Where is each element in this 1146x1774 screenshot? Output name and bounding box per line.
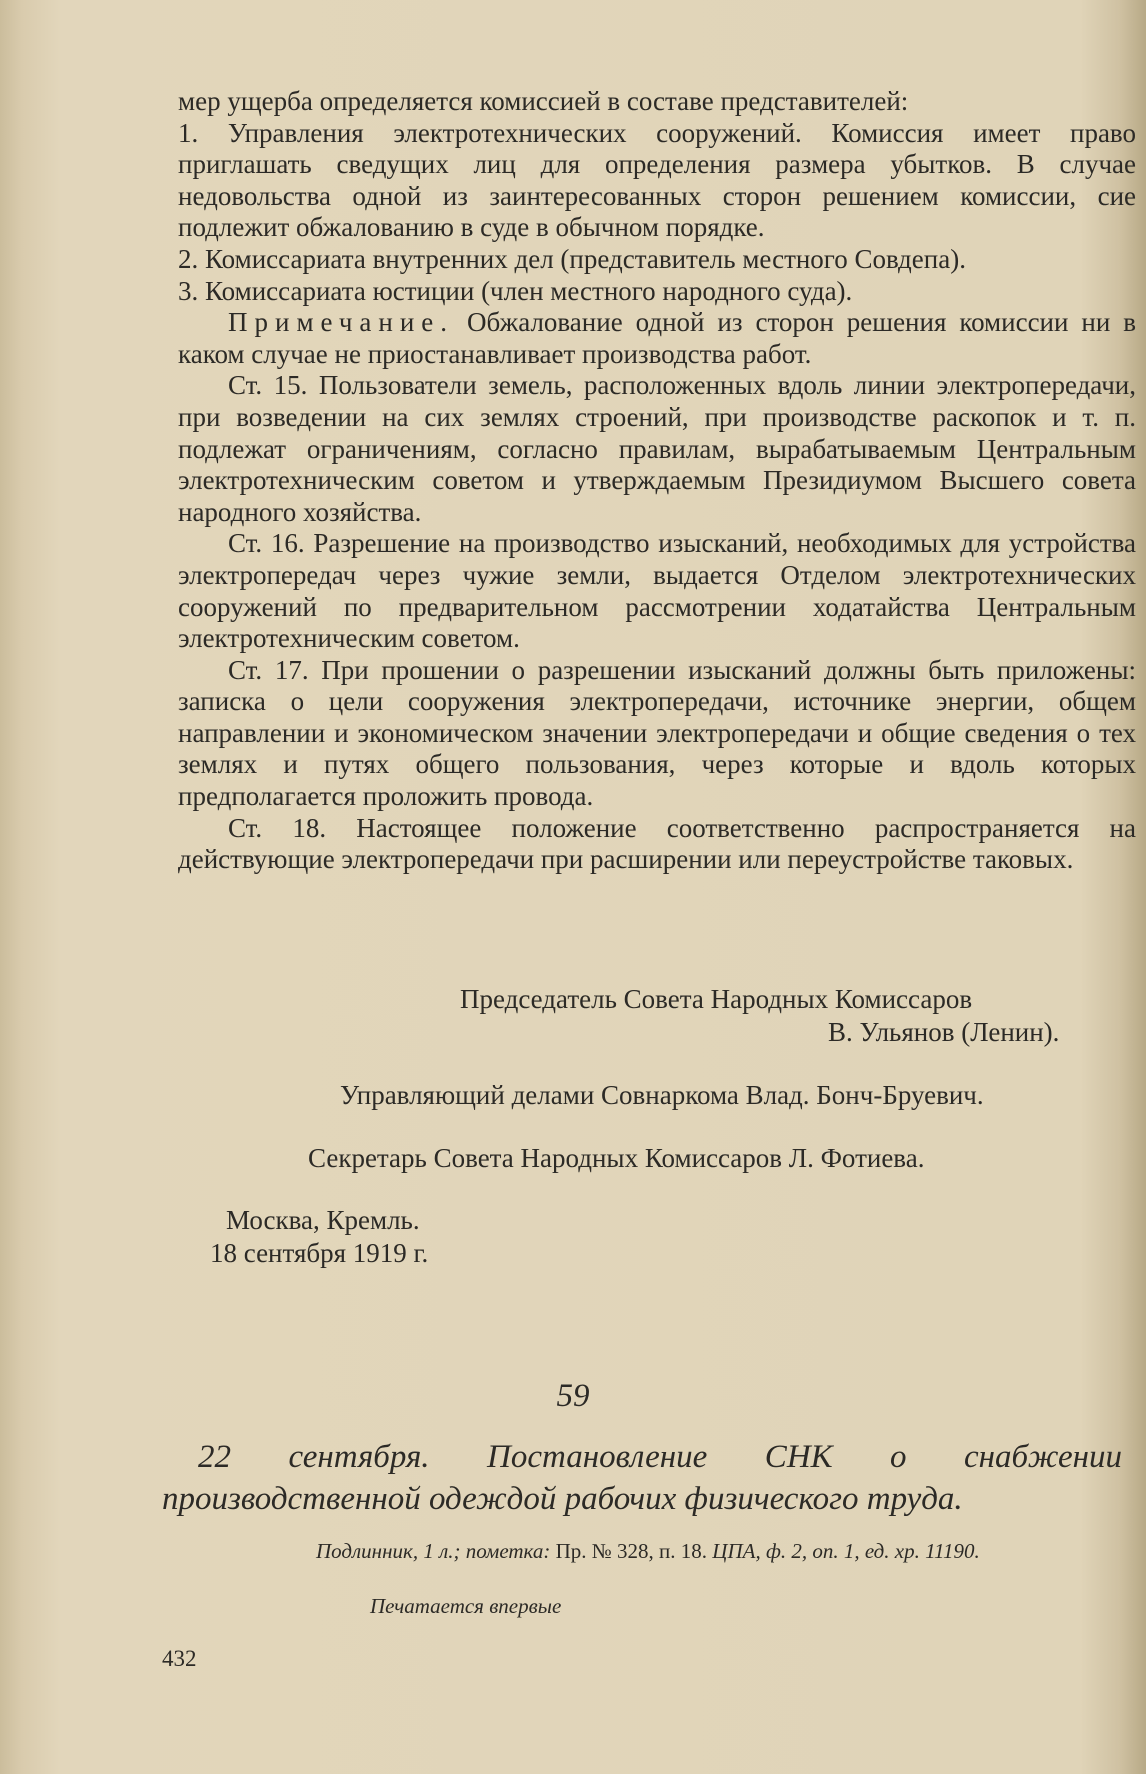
paragraph-note: [178, 307, 1136, 370]
paragraph-commission-intro: мер ущерба определяется комиссией в составе представителей:: [178, 86, 909, 116]
signature-manager: Управляющий делами Совнаркома Влад. Бонч-Бруевич.: [340, 1080, 984, 1110]
paragraph-commission-item-3: 3. Комиссариата юстиции (член местного народного суда).: [178, 275, 853, 306]
document-date: 18 сентября 1919 г.: [210, 1238, 429, 1268]
document-place: Москва, Кремль.: [226, 1205, 420, 1235]
article-16: Ст. 16. Разрешение на производство изысканий, необходимых для устройства электропередач через чужие земли, выдается Отделом электротехнических сооружений по предварительном рассмотрении ходатайства Центральным электротехническим советом.: [178, 528, 1136, 654]
signature-chair-title: Председатель Совета Народных Комиссаров: [460, 984, 973, 1014]
paragraph-commission-item-1: 1. Управления электротехнических сооружений. Комиссия имеет право приглашать сведущих лиц для определения размера убытков. В случае недовольства одной из заинтересованных сторон решением комиссии, сие подлежит обжалованию в суде в обычном порядке.: [178, 117, 1136, 243]
next-document-title: 22 сентября. Постановление СНК о снабжении производственной одеждой рабочих физического труда.: [162, 1439, 1122, 1517]
signature-chair-name: В. Ульянов (Ленин).: [828, 1017, 1060, 1047]
article-15: Ст. 15. Пользователи земель, расположенных вдоль линии электропередачи, при возведении на сих землях строений, при производстве раскопок и т. п. подлежат ограничениям, согласно правилам, вырабатываемым Центральным электротехническим советом и утверждаемым Президиумом Высшего совета народного хозяйства.: [178, 370, 1136, 527]
signature-secretary: Секретарь Совета Народных Комиссаров Л. Фотиева.: [308, 1143, 925, 1173]
note-label: Примечание.: [228, 307, 455, 338]
source-archive: ЦПА, ф. 2, оп. 1, ед. хр. 11190.: [712, 1539, 980, 1563]
source-protocol: Пр. № 328, п. 18.: [555, 1539, 708, 1563]
source-reference: [316, 1538, 1116, 1565]
article-18: Ст. 18. Настоящее положение соответственно распространяется на действующие электропередачи при расширении или переустройстве таковых.: [178, 812, 1136, 875]
page-number: 432: [162, 1646, 197, 1671]
article-17: Ст. 17. При прошении о разрешении изысканий должны быть приложены: записка о цели сооружения электропередачи, источнике энергии, общем направлении и экономическом значении электропередачи и общие сведения о тех землях и путях общего пользования, через которые и вдоль которых предполагается проложить провода.: [178, 654, 1136, 812]
next-document-number: 59: [556, 1378, 590, 1414]
published-note: Печатается впервые: [370, 1594, 562, 1618]
paragraph-commission-item-2: 2. Комиссариата внутренних дел (представитель местного Совдепа).: [178, 243, 966, 274]
note-text: Обжалование одной из сторон решения комиссии ни в каком случае не приостанавливает производства работ.: [178, 307, 1136, 369]
source-original: Подлинник, 1 л.; пометка:: [316, 1539, 551, 1563]
document-body: [178, 86, 1136, 876]
